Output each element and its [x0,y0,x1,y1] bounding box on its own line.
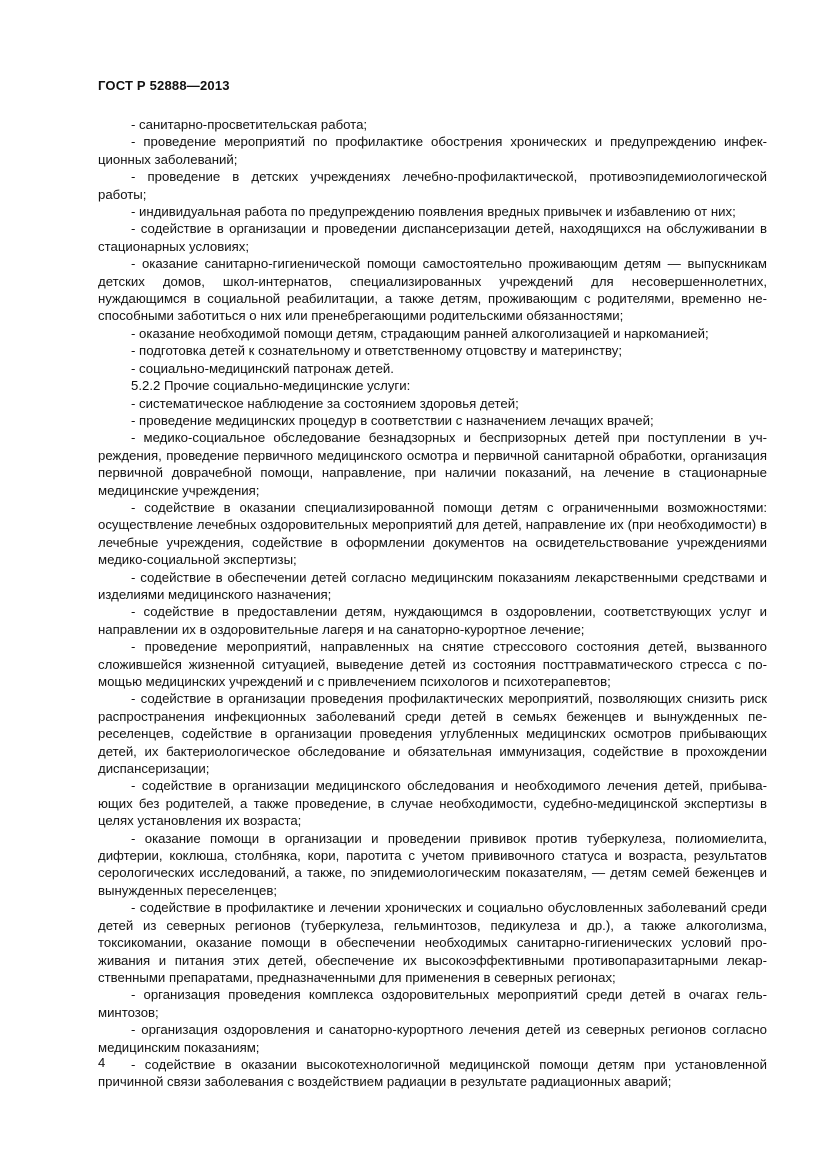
paragraph: - проведение мероприятий по профилактике обострения хронических и предупреждению инфекционных заболеваний; [98,134,767,167]
paragraph: - содействие в обеспечении детей согласно медицинским показаниям лекарственными средствами и изделиями медицинского назначения; [98,569,767,602]
paragraph: - проведение мероприятий, направленных на снятие стрессового состояния детей, вызванного сложившейся жизненной ситуацией, выведение детей из состояния посттравматического стресса с помощью медицинских учреждений и с привлечением психологов и психотерапевтов; [98,639,767,689]
paragraph: - оказание помощи в организации и проведении прививок против туберкулеза, полиомиелита, дифтерии, коклюша, столбняка, кори, паротита с учетом прививочного статуса и возраста, результатов серологических исследований, а также, по эпидемиологическим показателям, — детям семей беженцев и вынужденных переселенцев; [98,830,767,898]
paragraph: - содействие в профилактике и лечении хронических и социально обусловленных заболеваний среди детей из северных регионов (туберкулеза, гельминтозов, педикулеза и др.), а также алкоголизма, токсикомании, оказание помощи в обеспечении необходимых санитарно-гигиенических условий проживания и питания этих детей, обеспечение их высокоэффективными противопаразитарными лекарственными препаратами, предназначенными для применения в северных регионах; [98,900,767,985]
paragraph: - медико-социальное обследование безнадзорных и беспризорных детей при поступлении в учреждения, проведение первичного медицинского осмотра и первичной санитарной обработки, организация первичной доврачебной помощи, направление, при наличии показаний, на лечение в стационарные медицинские учреждения; [98,430,767,498]
paragraph: - организация оздоровления и санаторно-курортного лечения детей из северных регионов согласно медицинским показаниям; [98,1022,767,1055]
document-body [98,116,767,1091]
section-heading: 5.2.2 Прочие социально-медицинские услуги: [131,378,411,394]
paragraph: - организация проведения комплекса оздоровительных мероприятий среди детей в очагах гельминтозов; [98,987,767,1020]
paragraph: - содействие в оказании высокотехнологичной медицинской помощи детям при установленной причинной связи заболевания с воздействием радиации в результате радиационных аварий; [98,1056,767,1090]
page-number: 4 [98,1055,106,1070]
paragraph: - оказание санитарно-гигиенической помощи самостоятельно проживающим детям — выпускникам детских домов, школ-интернатов, специализированных учреждений для несовершеннолетних, нуждающимся в социальной реабилитации, а также детям, проживающим с родителями, временно неспособными заботиться о них или пренебрегающими родительскими обязанностями; [98,256,767,324]
paragraph: - содействие в организации проведения профилактических мероприятий, позволяющих снизить риск распространения инфекционных заболеваний среди детей в семьях беженцев и вынужденных переселенцев, содействие в организации проведения углубленных медицинских осмотров прибывающих детей, их бактериологическое обследование и обязательная иммунизация, содействие в прохождении диспансеризации; [98,691,767,777]
paragraph: - содействие в предоставлении детям, нуждающимся в оздоровлении, соответствующих услуг и направлении их в оздоровительные лагеря и на санаторно-курортное лечение; [98,604,767,637]
paragraph: - систематическое наблюдение за состоянием здоровья детей; [131,395,519,411]
paragraph: - содействие в организации медицинского обследования и необходимого лечения детей, прибывающих без родителей, а также проведение, в случае необходимости, судебно-медицинской экспертизы в целях установления их возраста; [98,778,767,829]
document-header: ГОСТ Р 52888—2013 [98,78,230,93]
paragraph: - проведение в детских учреждениях лечебно-профилактической, противоэпидемиологической работы; [98,169,767,202]
paragraph: - индивидуальная работа по предупреждению появления вредных привычек и избавлению от них; [131,204,736,220]
paragraph: - содействие в организации и проведении диспансеризации детей, находящихся на обслуживании в стационарных условиях; [98,221,767,254]
paragraph: - санитарно-просветительская работа; [131,117,368,132]
paragraph: - социально-медицинский патронаж детей. [131,360,394,376]
paragraph: - подготовка детей к сознательному и ответственному отцовству и материнству; [131,343,623,359]
paragraph: - проведение медицинских процедур в соответствии с назначением лечащих врачей; [131,412,654,428]
paragraph: - оказание необходимой помощи детям, страдающим ранней алкоголизацией и наркоманией; [131,325,709,341]
paragraph: - содействие в оказании специализированной помощи детям с ограниченными возможностями: осуществление лечебных оздоровительных мероприятий для детей, направление их (при необходимости) в лечебные учреждения, содействие в оформлении документов на освидетельствование учреждениями медико-социальной экспертизы; [98,499,767,568]
